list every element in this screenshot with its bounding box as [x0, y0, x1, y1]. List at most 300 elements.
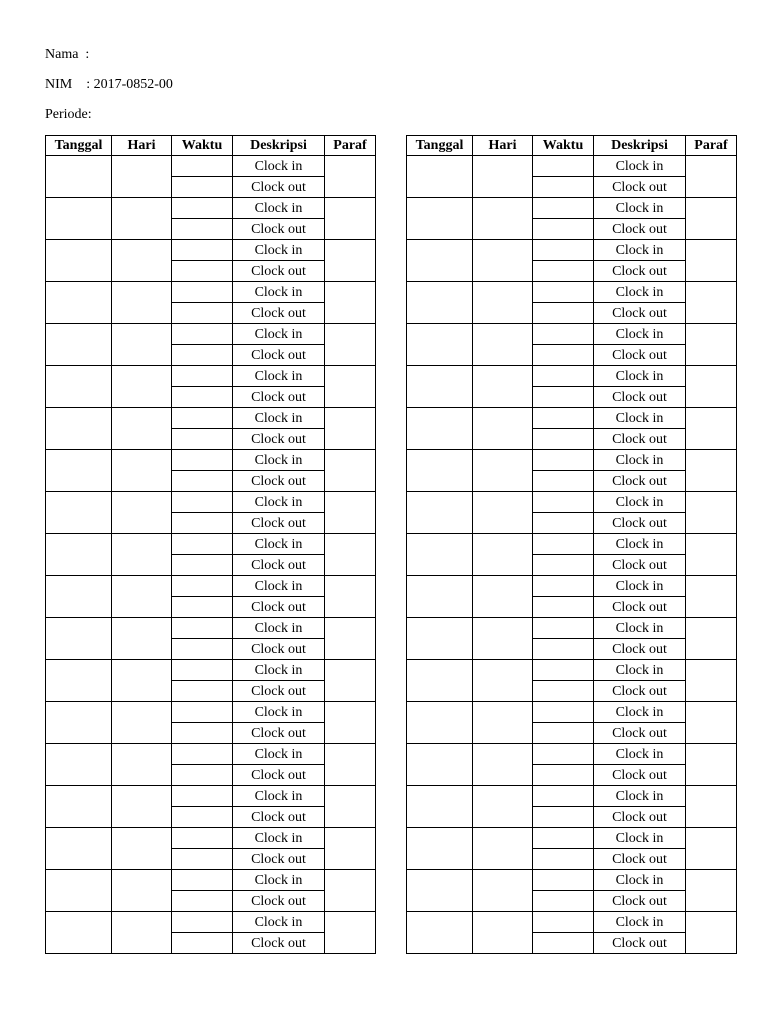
paraf-cell[interactable]: [686, 282, 737, 324]
paraf-cell[interactable]: [686, 366, 737, 408]
waktu-out-cell[interactable]: [533, 891, 594, 912]
waktu-in-cell[interactable]: [533, 744, 594, 765]
hari-cell[interactable]: [473, 282, 533, 324]
tanggal-cell[interactable]: [46, 786, 112, 828]
clock-in-label: Clock in: [594, 324, 686, 345]
waktu-out-cell[interactable]: [533, 555, 594, 576]
waktu-out-cell[interactable]: [533, 849, 594, 870]
table-row: [407, 576, 737, 597]
hari-cell[interactable]: [473, 828, 533, 870]
hari-cell[interactable]: [473, 534, 533, 576]
hari-cell[interactable]: [473, 450, 533, 492]
header-waktu: Waktu: [533, 136, 594, 156]
timesheet-table-right: [406, 135, 737, 954]
hari-cell[interactable]: [112, 156, 172, 198]
paraf-cell[interactable]: [325, 576, 376, 618]
clock-out-label: Clock out: [594, 597, 686, 618]
paraf-cell[interactable]: [686, 198, 737, 240]
waktu-out-cell[interactable]: [172, 261, 233, 282]
hari-cell[interactable]: [112, 240, 172, 282]
table-row: [407, 240, 737, 261]
waktu-in-cell[interactable]: [172, 156, 233, 177]
paraf-cell[interactable]: [325, 828, 376, 870]
clock-in-label: Clock in: [233, 870, 325, 891]
tanggal-cell[interactable]: [46, 870, 112, 912]
waktu-in-cell[interactable]: [172, 744, 233, 765]
table-row: [46, 156, 376, 177]
paraf-cell[interactable]: [325, 618, 376, 660]
clock-in-label: Clock in: [233, 240, 325, 261]
clock-in-label: Clock in: [233, 702, 325, 723]
table-row: [407, 366, 737, 387]
table-row: [46, 870, 376, 891]
waktu-out-cell[interactable]: [172, 555, 233, 576]
table-row: [407, 702, 737, 723]
waktu-in-cell[interactable]: [172, 534, 233, 555]
paraf-cell[interactable]: [325, 156, 376, 198]
waktu-out-cell[interactable]: [172, 219, 233, 240]
waktu-out-cell[interactable]: [172, 345, 233, 366]
clock-out-label: Clock out: [233, 177, 325, 198]
header-deskripsi: Deskripsi: [594, 136, 686, 156]
waktu-in-cell[interactable]: [533, 324, 594, 345]
table-row: [407, 912, 737, 933]
tanggal-cell[interactable]: [46, 576, 112, 618]
header-hari: Hari: [112, 136, 172, 156]
table-row: [46, 324, 376, 345]
waktu-in-cell[interactable]: [533, 702, 594, 723]
clock-out-label: Clock out: [594, 429, 686, 450]
waktu-in-cell[interactable]: [172, 912, 233, 933]
clock-in-label: Clock in: [233, 408, 325, 429]
paraf-cell[interactable]: [686, 828, 737, 870]
clock-out-label: Clock out: [594, 765, 686, 786]
waktu-in-cell[interactable]: [172, 198, 233, 219]
hari-cell[interactable]: [112, 618, 172, 660]
hari-cell[interactable]: [112, 786, 172, 828]
clock-out-label: Clock out: [233, 639, 325, 660]
waktu-out-cell[interactable]: [172, 177, 233, 198]
paraf-cell[interactable]: [686, 492, 737, 534]
paraf-cell[interactable]: [686, 744, 737, 786]
waktu-out-cell[interactable]: [172, 765, 233, 786]
tanggal-cell[interactable]: [407, 786, 473, 828]
clock-in-label: Clock in: [233, 450, 325, 471]
waktu-out-cell[interactable]: [533, 345, 594, 366]
waktu-out-cell[interactable]: [172, 639, 233, 660]
paraf-cell[interactable]: [325, 408, 376, 450]
tanggal-cell[interactable]: [407, 324, 473, 366]
paraf-cell[interactable]: [686, 786, 737, 828]
table-row: [407, 408, 737, 429]
clock-out-label: Clock out: [233, 387, 325, 408]
hari-cell[interactable]: [473, 324, 533, 366]
tanggal-cell[interactable]: [407, 198, 473, 240]
clock-in-label: Clock in: [233, 660, 325, 681]
hari-cell[interactable]: [473, 912, 533, 954]
hari-cell[interactable]: [112, 492, 172, 534]
hari-cell[interactable]: [473, 660, 533, 702]
clock-in-label: Clock in: [594, 534, 686, 555]
waktu-in-cell[interactable]: [172, 408, 233, 429]
clock-in-label: Clock in: [233, 282, 325, 303]
waktu-out-cell[interactable]: [533, 387, 594, 408]
hari-cell[interactable]: [473, 744, 533, 786]
hari-cell[interactable]: [473, 492, 533, 534]
table-row: [407, 282, 737, 303]
paraf-cell[interactable]: [686, 324, 737, 366]
table-row: [46, 744, 376, 765]
paraf-cell[interactable]: [325, 534, 376, 576]
waktu-out-cell[interactable]: [172, 891, 233, 912]
header-paraf: Paraf: [325, 136, 376, 156]
clock-out-label: Clock out: [594, 555, 686, 576]
tanggal-cell[interactable]: [407, 618, 473, 660]
paraf-cell[interactable]: [325, 912, 376, 954]
waktu-out-cell[interactable]: [172, 387, 233, 408]
table-row: [407, 786, 737, 807]
clock-in-label: Clock in: [594, 870, 686, 891]
tanggal-cell[interactable]: [407, 702, 473, 744]
hari-cell[interactable]: [112, 324, 172, 366]
waktu-out-cell[interactable]: [172, 471, 233, 492]
header-deskripsi: Deskripsi: [233, 136, 325, 156]
tanggal-cell[interactable]: [46, 912, 112, 954]
table-row: [407, 828, 737, 849]
waktu-in-cell[interactable]: [172, 240, 233, 261]
table-row: [46, 912, 376, 933]
clock-out-label: Clock out: [594, 177, 686, 198]
waktu-out-cell[interactable]: [533, 765, 594, 786]
hari-cell[interactable]: [112, 366, 172, 408]
tanggal-cell[interactable]: [46, 828, 112, 870]
clock-in-label: Clock in: [594, 912, 686, 933]
hari-cell[interactable]: [112, 576, 172, 618]
paraf-cell[interactable]: [325, 492, 376, 534]
tanggal-cell[interactable]: [46, 618, 112, 660]
table-row: [407, 492, 737, 513]
clock-out-label: Clock out: [594, 933, 686, 954]
hari-cell[interactable]: [112, 282, 172, 324]
clock-in-label: Clock in: [233, 156, 325, 177]
waktu-in-cell[interactable]: [533, 240, 594, 261]
tanggal-cell[interactable]: [46, 492, 112, 534]
clock-out-label: Clock out: [233, 849, 325, 870]
table-row: [46, 282, 376, 303]
waktu-in-cell[interactable]: [533, 450, 594, 471]
tanggal-cell[interactable]: [46, 702, 112, 744]
clock-in-label: Clock in: [233, 198, 325, 219]
table-row: [407, 450, 737, 471]
clock-out-label: Clock out: [233, 555, 325, 576]
table-row: [46, 450, 376, 471]
header-row: [46, 136, 376, 156]
clock-out-label: Clock out: [594, 849, 686, 870]
waktu-out-cell[interactable]: [533, 597, 594, 618]
waktu-out-cell[interactable]: [533, 177, 594, 198]
hari-cell[interactable]: [473, 786, 533, 828]
table-row: [46, 828, 376, 849]
waktu-out-cell[interactable]: [533, 723, 594, 744]
clock-out-label: Clock out: [594, 303, 686, 324]
clock-out-label: Clock out: [594, 345, 686, 366]
waktu-out-cell[interactable]: [172, 933, 233, 954]
tanggal-cell[interactable]: [407, 576, 473, 618]
tanggal-cell[interactable]: [407, 450, 473, 492]
clock-in-label: Clock in: [594, 702, 686, 723]
waktu-in-cell[interactable]: [533, 828, 594, 849]
tanggal-cell[interactable]: [407, 870, 473, 912]
clock-in-label: Clock in: [594, 408, 686, 429]
paraf-cell[interactable]: [325, 198, 376, 240]
tanggal-cell[interactable]: [46, 450, 112, 492]
waktu-in-cell[interactable]: [172, 450, 233, 471]
hari-cell[interactable]: [112, 828, 172, 870]
clock-in-label: Clock in: [233, 618, 325, 639]
table-row: [46, 786, 376, 807]
tanggal-cell[interactable]: [407, 912, 473, 954]
waktu-out-cell[interactable]: [172, 807, 233, 828]
clock-in-label: Clock in: [594, 240, 686, 261]
clock-out-label: Clock out: [594, 261, 686, 282]
clock-out-label: Clock out: [594, 723, 686, 744]
waktu-out-cell[interactable]: [172, 429, 233, 450]
tanggal-cell[interactable]: [407, 366, 473, 408]
table-row: [407, 198, 737, 219]
paraf-cell[interactable]: [686, 240, 737, 282]
waktu-in-cell[interactable]: [172, 576, 233, 597]
waktu-in-cell[interactable]: [533, 534, 594, 555]
waktu-out-cell[interactable]: [533, 807, 594, 828]
waktu-out-cell[interactable]: [533, 639, 594, 660]
table-row: [46, 534, 376, 555]
nama-line: Nama :: [45, 47, 90, 62]
paraf-cell[interactable]: [325, 240, 376, 282]
clock-in-label: Clock in: [594, 492, 686, 513]
tanggal-cell[interactable]: [46, 660, 112, 702]
clock-in-label: Clock in: [594, 786, 686, 807]
tanggal-cell[interactable]: [46, 240, 112, 282]
clock-out-label: Clock out: [233, 723, 325, 744]
clock-out-label: Clock out: [233, 429, 325, 450]
clock-out-label: Clock out: [233, 681, 325, 702]
tanggal-cell[interactable]: [407, 744, 473, 786]
table-row: [407, 744, 737, 765]
clock-out-label: Clock out: [233, 219, 325, 240]
clock-out-label: Clock out: [233, 891, 325, 912]
hari-cell[interactable]: [112, 870, 172, 912]
waktu-in-cell[interactable]: [172, 282, 233, 303]
table-row: [46, 492, 376, 513]
waktu-in-cell[interactable]: [172, 366, 233, 387]
tanggal-cell[interactable]: [407, 282, 473, 324]
paraf-cell[interactable]: [325, 282, 376, 324]
hari-cell[interactable]: [473, 576, 533, 618]
waktu-out-cell[interactable]: [533, 429, 594, 450]
waktu-out-cell[interactable]: [172, 849, 233, 870]
table-row: [407, 156, 737, 177]
hari-cell[interactable]: [473, 156, 533, 198]
paraf-cell[interactable]: [686, 534, 737, 576]
waktu-out-cell[interactable]: [172, 681, 233, 702]
hari-cell[interactable]: [112, 198, 172, 240]
paraf-cell[interactable]: [686, 660, 737, 702]
waktu-out-cell[interactable]: [172, 513, 233, 534]
waktu-in-cell[interactable]: [533, 156, 594, 177]
hari-cell[interactable]: [473, 408, 533, 450]
clock-in-label: Clock in: [594, 576, 686, 597]
header-paraf: Paraf: [686, 136, 737, 156]
hari-cell[interactable]: [112, 534, 172, 576]
tanggal-cell[interactable]: [407, 660, 473, 702]
waktu-out-cell[interactable]: [533, 681, 594, 702]
clock-in-label: Clock in: [594, 198, 686, 219]
table-row: [46, 702, 376, 723]
table-row: [407, 870, 737, 891]
paraf-cell[interactable]: [686, 408, 737, 450]
clock-in-label: Clock in: [233, 534, 325, 555]
waktu-in-cell[interactable]: [172, 324, 233, 345]
hari-cell[interactable]: [473, 618, 533, 660]
hari-cell[interactable]: [112, 408, 172, 450]
hari-cell[interactable]: [473, 366, 533, 408]
hari-cell[interactable]: [112, 660, 172, 702]
hari-cell[interactable]: [473, 198, 533, 240]
table-row: [46, 576, 376, 597]
clock-in-label: Clock in: [594, 618, 686, 639]
clock-in-label: Clock in: [594, 366, 686, 387]
tanggal-cell[interactable]: [46, 156, 112, 198]
hari-cell[interactable]: [112, 744, 172, 786]
clock-in-label: Clock in: [233, 576, 325, 597]
waktu-in-cell[interactable]: [172, 492, 233, 513]
tanggal-cell[interactable]: [407, 156, 473, 198]
periode-line: Periode:: [45, 107, 92, 122]
waktu-out-cell[interactable]: [533, 933, 594, 954]
clock-in-label: Clock in: [594, 282, 686, 303]
paraf-cell[interactable]: [686, 618, 737, 660]
waktu-out-cell[interactable]: [533, 513, 594, 534]
clock-out-label: Clock out: [594, 891, 686, 912]
clock-out-label: Clock out: [233, 513, 325, 534]
tanggal-cell[interactable]: [407, 240, 473, 282]
waktu-in-cell[interactable]: [172, 702, 233, 723]
tanggal-cell[interactable]: [46, 408, 112, 450]
clock-in-label: Clock in: [594, 660, 686, 681]
waktu-in-cell[interactable]: [172, 870, 233, 891]
waktu-in-cell[interactable]: [533, 492, 594, 513]
paraf-cell[interactable]: [686, 156, 737, 198]
paraf-cell[interactable]: [686, 870, 737, 912]
table-row: [407, 324, 737, 345]
hari-cell[interactable]: [112, 450, 172, 492]
hari-cell[interactable]: [473, 240, 533, 282]
paraf-cell[interactable]: [325, 660, 376, 702]
waktu-in-cell[interactable]: [533, 870, 594, 891]
tanggal-cell[interactable]: [407, 534, 473, 576]
paraf-cell[interactable]: [686, 450, 737, 492]
table-row: [407, 534, 737, 555]
clock-out-label: Clock out: [594, 219, 686, 240]
tanggal-cell[interactable]: [46, 534, 112, 576]
clock-out-label: Clock out: [233, 303, 325, 324]
clock-in-label: Clock in: [233, 324, 325, 345]
clock-in-label: Clock in: [233, 366, 325, 387]
clock-out-label: Clock out: [233, 261, 325, 282]
clock-in-label: Clock in: [233, 912, 325, 933]
paraf-cell[interactable]: [686, 702, 737, 744]
table-row: [46, 198, 376, 219]
clock-out-label: Clock out: [233, 597, 325, 618]
tanggal-cell[interactable]: [46, 198, 112, 240]
tanggal-cell[interactable]: [407, 492, 473, 534]
clock-out-label: Clock out: [594, 387, 686, 408]
clock-out-label: Clock out: [594, 639, 686, 660]
waktu-in-cell[interactable]: [533, 576, 594, 597]
waktu-in-cell[interactable]: [172, 660, 233, 681]
waktu-out-cell[interactable]: [533, 303, 594, 324]
clock-in-label: Clock in: [594, 828, 686, 849]
hari-cell[interactable]: [112, 912, 172, 954]
clock-out-label: Clock out: [233, 765, 325, 786]
waktu-in-cell[interactable]: [172, 828, 233, 849]
waktu-in-cell[interactable]: [533, 618, 594, 639]
clock-in-label: Clock in: [594, 744, 686, 765]
waktu-out-cell[interactable]: [533, 471, 594, 492]
waktu-in-cell[interactable]: [533, 282, 594, 303]
waktu-in-cell[interactable]: [533, 912, 594, 933]
clock-out-label: Clock out: [594, 681, 686, 702]
clock-out-label: Clock out: [233, 807, 325, 828]
waktu-in-cell[interactable]: [533, 408, 594, 429]
paraf-cell[interactable]: [325, 744, 376, 786]
clock-in-label: Clock in: [594, 156, 686, 177]
hari-cell[interactable]: [473, 702, 533, 744]
tanggal-cell[interactable]: [46, 744, 112, 786]
clock-in-label: Clock in: [233, 744, 325, 765]
waktu-out-cell[interactable]: [172, 597, 233, 618]
waktu-in-cell[interactable]: [533, 366, 594, 387]
paraf-cell[interactable]: [325, 324, 376, 366]
waktu-in-cell[interactable]: [172, 618, 233, 639]
header-tanggal: Tanggal: [46, 136, 112, 156]
waktu-out-cell[interactable]: [533, 219, 594, 240]
waktu-in-cell[interactable]: [533, 198, 594, 219]
paraf-cell[interactable]: [686, 912, 737, 954]
tanggal-cell[interactable]: [46, 366, 112, 408]
tanggal-cell[interactable]: [46, 324, 112, 366]
paraf-cell[interactable]: [325, 870, 376, 912]
paraf-cell[interactable]: [325, 450, 376, 492]
hari-cell[interactable]: [473, 870, 533, 912]
waktu-in-cell[interactable]: [533, 786, 594, 807]
table-row: [46, 408, 376, 429]
paraf-cell[interactable]: [325, 366, 376, 408]
tanggal-cell[interactable]: [407, 408, 473, 450]
waktu-out-cell[interactable]: [533, 261, 594, 282]
paraf-cell[interactable]: [686, 576, 737, 618]
waktu-out-cell[interactable]: [172, 303, 233, 324]
hari-cell[interactable]: [112, 702, 172, 744]
paraf-cell[interactable]: [325, 786, 376, 828]
paraf-cell[interactable]: [325, 702, 376, 744]
waktu-in-cell[interactable]: [533, 660, 594, 681]
table-row: [407, 618, 737, 639]
waktu-out-cell[interactable]: [172, 723, 233, 744]
tanggal-cell[interactable]: [407, 828, 473, 870]
tanggal-cell[interactable]: [46, 282, 112, 324]
waktu-in-cell[interactable]: [172, 786, 233, 807]
